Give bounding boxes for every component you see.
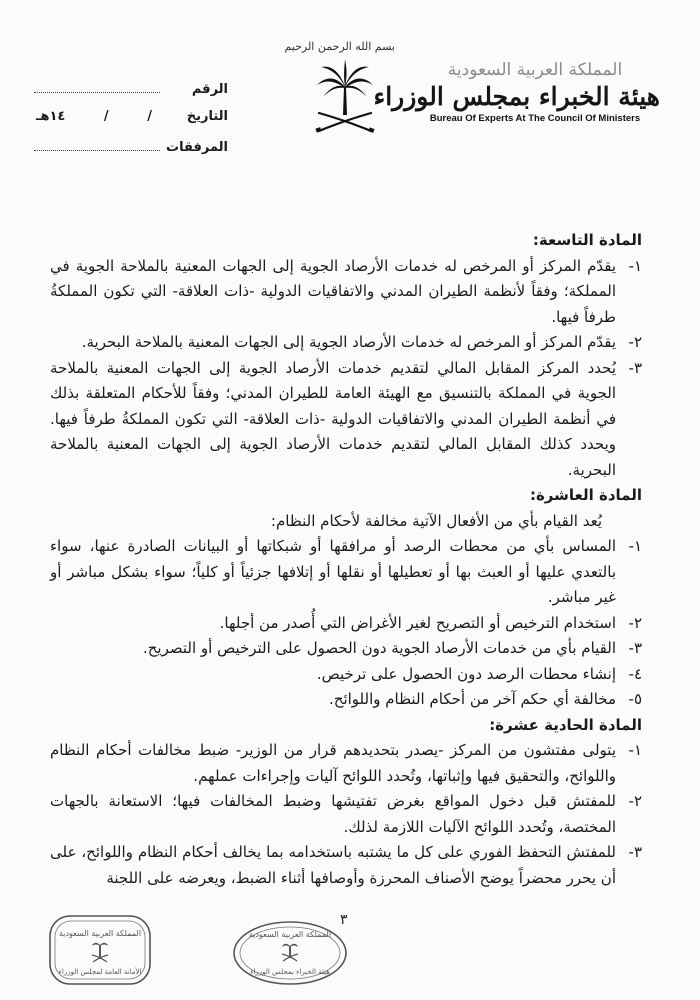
bureau-name-english: Bureau Of Experts At The Council Of Ministers xyxy=(429,113,641,124)
ministers-council-seal xyxy=(48,914,152,986)
item-text: إنشاء محطات الرصد دون الحصول على ترخيص. xyxy=(316,664,616,683)
seal-text-bottom: الأمانة العامة لمجلس الوزراء xyxy=(58,968,142,976)
attachments-field xyxy=(34,138,160,151)
kingdom-name: المملكة العربية السعودية xyxy=(447,60,623,80)
date-slash: / xyxy=(147,109,152,124)
date-row xyxy=(28,109,228,138)
bureau-name: هيئة الخبراء بمجلس الوزراء xyxy=(373,82,660,111)
article-heading: المادة التاسعة: xyxy=(532,231,642,249)
item-text: استخدام الترخيص أو التصريح لغير الأغراض التي أُصدر من أجلها. xyxy=(219,613,616,632)
list-item xyxy=(50,636,642,662)
seal-text-bottom: هيئة الخبراء بمجلس الوزراء xyxy=(250,968,330,976)
list-item xyxy=(50,662,642,688)
list-item xyxy=(50,840,642,891)
article-intro: يُعد القيام بأي من الأفعال الآتية مخالفة لأحكام النظام: xyxy=(270,511,602,530)
seal-text-top: المملكة العربية السعودية xyxy=(58,929,142,938)
item-number: ٣- xyxy=(628,639,642,657)
item-number: ٢- xyxy=(628,792,642,810)
item-text: يقدّم المركز أو المرخص له خدمات الأرصاد الجوية إلى الجهات المعنية بالملاحة الجوية في المملكة؛ وفقاً لأنظمة الطيران المدني والاتفاقيات الدولية -ذات العلاقة- التي تكون المملكةُ طرفاً فيها. xyxy=(50,256,616,326)
item-text: يقدّم المركز أو المرخص له خدمات الأرصاد الجوية إلى الجهات المعنية بالملاحة البحرية. xyxy=(81,333,616,351)
reference-fields xyxy=(28,80,228,167)
list-item xyxy=(50,330,642,356)
page-number: ٣ xyxy=(340,912,348,928)
ref-number-field xyxy=(34,80,160,93)
article-heading: المادة الحادية عشرة: xyxy=(489,715,642,734)
item-text: يُحدد المركز المقابل المالي لتقديم خدمات الأرصاد الجوية إلى الجهات المعنية بالملاحة الجوية في المملكة بالتنسيق مع الهيئة العامة للطيران المدني؛ وفقاً للأحكام المتعلقة بذلك في أنظمة الطيران المدني والاتفاقيات الدولية -ذات العلاقة- التي تكون المملكةُ طرفاً فيها. ويحدد كذلك المقابل المالي لتقديم خدمات الأرصاد الجوية إلى الجهات المعنية بالملاحة البحرية. xyxy=(50,358,616,479)
item-number: ٤- xyxy=(628,664,642,683)
list-item xyxy=(50,789,642,840)
item-text: القيام بأي من خدمات الأرصاد الجوية دون الحصول على الترخيص أو التصريح. xyxy=(142,639,616,657)
attachments-label: المرفقات xyxy=(166,140,228,155)
letterhead-title-block xyxy=(373,60,660,124)
item-text: المساس بأي من محطات الرصد أو مرافقها أو شبكاتها أو البيانات الصادرة عنها، سواء بالتعدي عليها أو العبث بها أو تعطيلها أو نقلها أو إتلافها جزئياً أو كلياً؛ سواء بشكل مباشر أو غير مباشر. xyxy=(50,537,616,606)
list-item xyxy=(50,534,642,611)
document-body xyxy=(50,228,642,891)
item-number: ١- xyxy=(628,256,642,275)
list-item xyxy=(50,611,642,637)
item-text: للمفتش قبل دخول المواقع بغرض تفتيشها وضبط المخالفات فيها؛ الاستعانة بالجهات المختصة، وتُحدد اللوائح الآليات اللازمة لذلك. xyxy=(50,792,616,836)
list-item xyxy=(50,738,642,789)
item-text: يتولى مفتشون من المركز -يصدر بتحديدهم قرار من الوزير- ضبط مخالفات أحكام النظام واللوائح، والتحقيق فيها وإثباتها، وتُحدد اللوائح آليات وإجراءات عملهم. xyxy=(50,741,616,785)
item-number: ٢- xyxy=(628,613,642,632)
article-heading: المادة العاشرة: xyxy=(529,486,642,504)
attachments-row xyxy=(28,138,228,167)
item-text: مخالفة أي حكم آخر من أحكام النظام واللوائح. xyxy=(329,690,616,708)
item-text: للمفتش التحفظ الفوري على كل ما يشتبه باستخدامه بما يخالف أحكام النظام واللوائح، على أن يحرر محضراً يوضح الأصناف المحرزة وأوصافها أثناء الضبط، ويعرضه على اللجنة xyxy=(50,843,616,887)
bureau-of-experts-seal xyxy=(232,920,348,986)
item-number: ١- xyxy=(628,741,642,759)
item-number: ٥- xyxy=(628,690,642,708)
ref-number-label: الرقم xyxy=(191,82,228,97)
letterhead-emblem-block xyxy=(284,40,395,135)
ref-number-row xyxy=(28,80,228,109)
palm-swords-emblem-icon xyxy=(313,57,377,135)
basmala: بسم الله الرحمن الرحيم xyxy=(284,40,395,53)
item-number: ٣- xyxy=(628,843,642,861)
date-slash: / xyxy=(103,109,109,124)
list-item xyxy=(50,254,642,331)
date-field xyxy=(28,109,160,124)
list-item xyxy=(50,687,642,713)
list-item xyxy=(50,356,642,484)
date-label: التاريخ xyxy=(186,109,228,124)
seal-text-top: المملكة العربية السعودية xyxy=(248,930,332,939)
item-number: ٢- xyxy=(628,333,642,351)
item-number: ٣- xyxy=(628,358,642,377)
date-year-suffix: ١٤هـ xyxy=(36,109,66,124)
item-number: ١- xyxy=(628,537,642,555)
